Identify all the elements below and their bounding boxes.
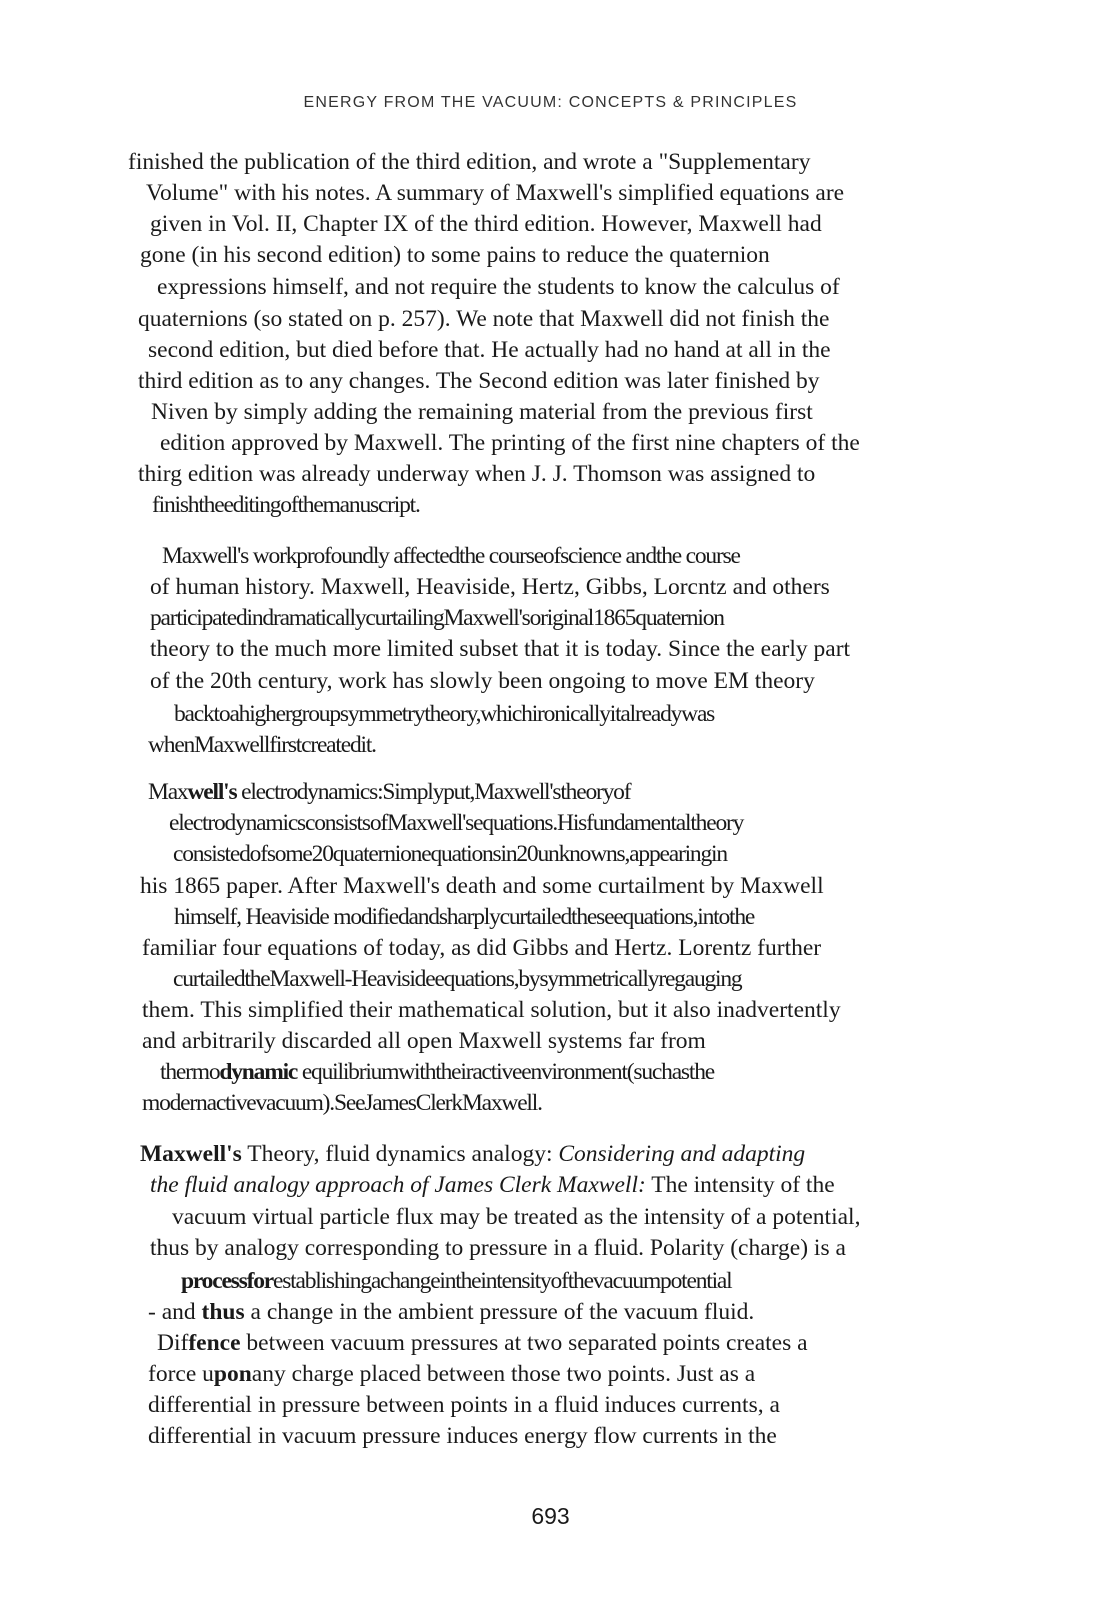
text-line: of human history. Maxwell, Heaviside, Hertz, Gibbs, Lorcntz and others <box>150 574 830 600</box>
text-run: establishingachangeintheintensityofthevacuumpotential <box>272 1268 732 1294</box>
text-run: a change in the ambient pressure of the vacuum fluid. <box>244 1299 755 1325</box>
text-line <box>160 1058 714 1086</box>
text-line: Volume" with his notes. A summary of Maxwell's simplified equations are <box>146 180 845 206</box>
text-line: finished the publication of the third edition, and wrote a "Supplementary <box>128 149 811 175</box>
text-run: between vacuum pressures at two separated points creates a <box>240 1330 808 1356</box>
page-number: 693 <box>531 1503 570 1529</box>
text-line: and arbitrarily discarded all open Maxwell systems far from <box>142 1028 706 1054</box>
text-line <box>148 778 630 806</box>
text-run: equilibriumwiththeiractiveenvironment(suchasthe <box>297 1059 714 1085</box>
text-line: curtailedtheMaxwell-Heavisideequations,bysymmetricallyregauging <box>173 966 742 992</box>
text-line: given in Vol. II, Chapter IX of the third edition. However, Maxwell had <box>150 211 822 237</box>
text-line: third edition as to any changes. The Second edition was later finished by <box>138 368 820 394</box>
text-line: modernactivevacuum).SeeJamesClerkMaxwell. <box>142 1090 542 1116</box>
bold-term: dynamic <box>219 1059 298 1085</box>
running-header: ENERGY FROM THE VACUUM: CONCEPTS & PRINCIPLES <box>303 94 798 111</box>
bold-term: Maxwell's <box>140 1141 242 1167</box>
text-line <box>157 1329 808 1357</box>
text-run: Max <box>148 779 188 805</box>
text-line: theory to the much more limited subset that it is today. Since the early part <box>150 636 851 662</box>
text-run: electrodynamics:Simplyput,Maxwell'stheoryof <box>236 779 631 805</box>
text-line <box>148 1360 755 1388</box>
text-line: familiar four equations of today, as did Gibbs and Hertz. Lorentz further <box>142 935 822 961</box>
text-line <box>181 1267 731 1295</box>
text-line: thus by analogy corresponding to pressure in a fluid. Polarity (charge) is a <box>150 1235 846 1261</box>
text-run: force u <box>148 1361 214 1387</box>
text-line: second edition, but died before that. He actually had no hand at all in the <box>148 337 831 363</box>
text-line: expressions himself, and not require the students to know the calculus of <box>157 274 840 300</box>
text-line <box>140 1140 805 1168</box>
text-line: edition approved by Maxwell. The printing of the first nine chapters of the <box>160 430 860 456</box>
text-line: backtoahighergroupsymmetrytheory,whichironicallyitalreadywas <box>174 701 715 727</box>
text-line: differential in vacuum pressure induces energy flow currents in the <box>148 1423 777 1449</box>
text-line: consistedofsome20quaternionequationsin20unknowns,appearingin <box>173 841 727 867</box>
italic-run: the fluid analogy approach of James Clerk Maxwell: <box>150 1172 646 1198</box>
text-line: Niven by simply adding the remaining material from the previous first <box>151 399 813 425</box>
text-line: differential in pressure between points in a fluid induces currents, a <box>148 1392 780 1418</box>
text-line: his 1865 paper. After Maxwell's death and some curtailment by Maxwell <box>140 873 824 899</box>
text-run: any charge placed between those two points. Just as a <box>251 1361 756 1387</box>
text-line: gone (in his second edition) to some pains to reduce the quaternion <box>140 242 770 268</box>
text-line: electrodynamicsconsistsofMaxwell'sequations.Hisfundamentaltheory <box>169 810 744 836</box>
bold-term: well's <box>187 779 237 805</box>
text-line: whenMaxwellfirstcreatedit. <box>148 732 376 758</box>
text-line: participatedindramaticallycurtailingMaxwell'soriginal1865quaternion <box>150 605 724 631</box>
text-run: thermo <box>160 1059 220 1085</box>
text-run: - and <box>148 1299 202 1325</box>
text-line: finishtheeditingofthemanuscript. <box>152 492 420 518</box>
text-run: Dif <box>157 1330 189 1356</box>
text-line: of the 20th century, work has slowly been ongoing to move EM theory <box>150 668 815 694</box>
text-line: them. This simplified their mathematical solution, but it also inadvertently <box>142 997 841 1023</box>
text-run: The intensity of the <box>645 1172 835 1198</box>
text-line: Maxwell's workprofoundly affectedthe courseofscience andthe course <box>162 543 740 569</box>
italic-run: Considering and adapting <box>558 1141 806 1167</box>
text-line: quaternions (so stated on p. 257). We note that Maxwell did not finish the <box>138 306 830 332</box>
text-run: Theory, fluid dynamics analogy: <box>241 1141 559 1167</box>
bold-term: thus <box>201 1299 245 1325</box>
bold-term: processfor <box>181 1268 273 1294</box>
text-line: thirg edition was already underway when J. J. Thomson was assigned to <box>138 461 816 487</box>
text-line: himself, Heaviside modifiedandsharplycurtailedtheseequations,intothe <box>174 904 755 930</box>
text-line: vacuum virtual particle flux may be treated as the intensity of a potential, <box>172 1204 861 1230</box>
text-line <box>150 1171 835 1199</box>
bold-term: fence <box>188 1330 241 1356</box>
text-line <box>148 1298 754 1326</box>
bold-term: pon <box>213 1361 252 1387</box>
